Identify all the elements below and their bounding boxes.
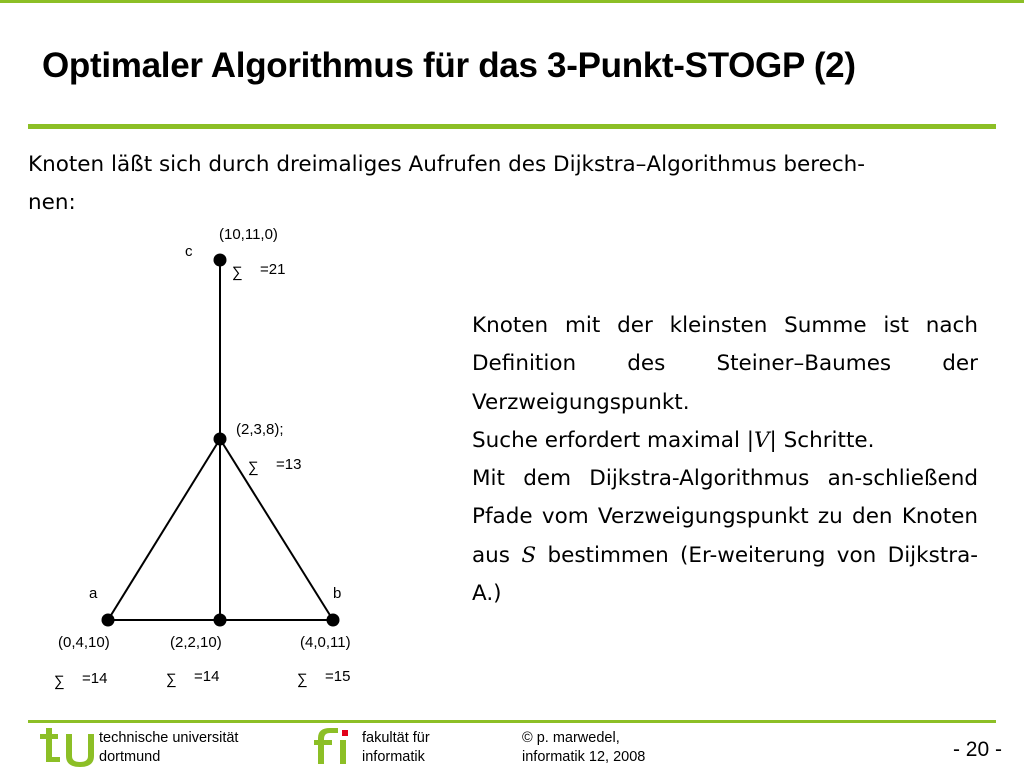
edge-center-a [108,439,220,620]
node-a-sum-symbol: ∑ [54,673,65,690]
node-a-sum: =14 [82,670,108,687]
node-a-coords: (0,4,10) [58,634,110,651]
node-c-name: c [185,243,193,260]
footer-university [99,729,238,767]
node-b-name: b [333,585,342,602]
node-c-sum: =21 [260,261,286,278]
math-var-S: S [521,542,537,568]
explanation-p3-pre: Mit dem Dijkstra-Algorithmus an-schließend Pfade vom Verzweigungspunkt zu den Knoten aus [472,466,978,568]
explanation-p2-post: | Schritte. [769,427,875,453]
explanation-p2-pre: Suche erfordert maximal | [472,427,754,453]
node-a [102,614,115,627]
explanation-paragraph-3 [472,460,978,613]
node-bottom [214,614,227,627]
explanation-paragraph-1: Knoten mit der kleinsten Summe ist nach Definition des Steiner–Baumes der Verzweigungspunkt. [472,313,978,415]
fakultaet-fi-logo [312,724,356,768]
explanation-paragraph-2 [472,422,978,460]
footer-faculty-line1: fakultät für [362,730,430,746]
node-c-coords: (10,11,0) [219,226,278,243]
node-b-coords: (4,0,11) [300,634,351,651]
node-center-sum-symbol: ∑ [248,459,259,476]
explanation-text [472,307,978,613]
node-b [327,614,340,627]
footer-rule [28,720,996,723]
node-c-sum-symbol: ∑ [232,264,243,281]
node-b-sum-symbol: ∑ [297,671,308,688]
footer-author [522,729,645,767]
node-c [214,254,227,267]
node-center [214,433,227,446]
intro-line-2: nen: [28,190,76,215]
node-b-sum: =15 [325,668,351,685]
node-bottom-sum-symbol: ∑ [166,671,177,688]
footer-university-line2: dortmund [99,749,161,765]
footer-author-line1: © p. marwedel, [522,730,620,746]
footer-university-line1: technische universität [99,730,239,746]
footer-author-line2: informatik 12, 2008 [522,749,646,765]
slide-title: Optimaler Algorithmus für das 3-Punkt-STOGP (2) [42,46,856,85]
node-center-sum: =13 [276,456,302,473]
page-number: - 20 - [952,738,1002,761]
footer-faculty-line2: informatik [362,749,425,765]
intro-line-1: Knoten läßt sich durch dreimaliges Aufrufen des Dijkstra–Algorithmus berech- [28,152,866,177]
node-a-name: a [89,585,98,602]
node-center-coords: (2,3,8); [236,421,284,438]
node-bottom-sum: =14 [194,668,220,685]
explanation-p3-post: bestimmen (Er-weiterung von Dijkstra-A.) [472,542,979,607]
footer-faculty [362,729,430,767]
node-bottom-coords: (2,2,10) [170,634,222,651]
math-var-V: V [754,427,770,453]
